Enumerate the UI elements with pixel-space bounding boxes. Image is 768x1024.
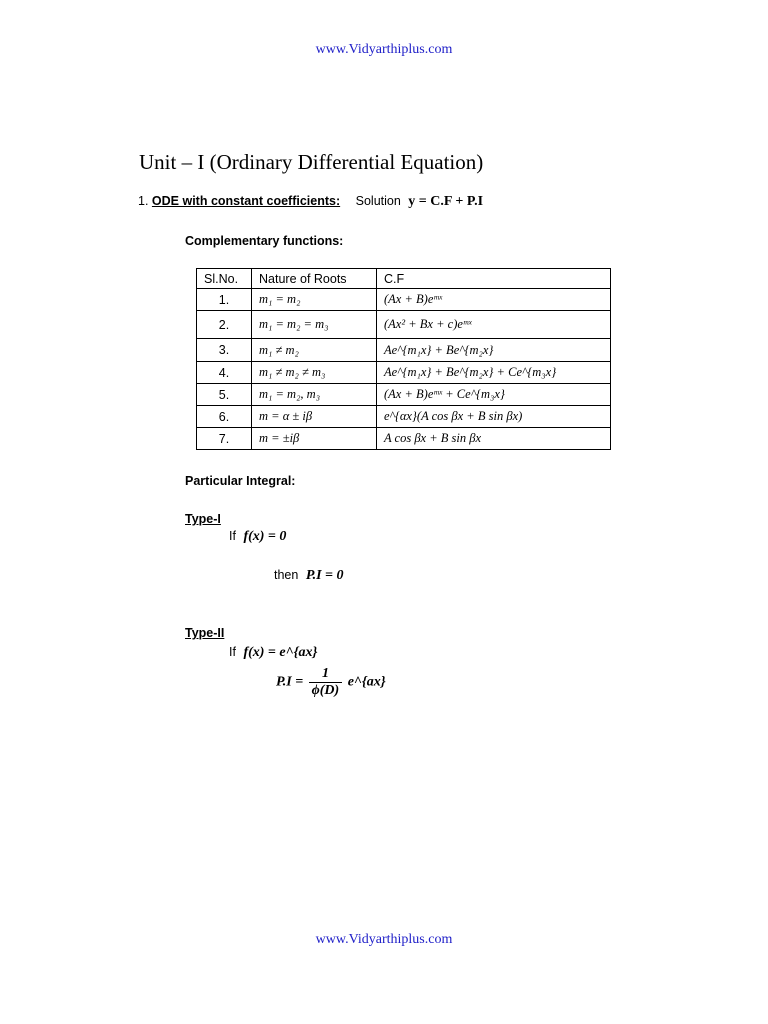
type-2-result-line bbox=[276, 666, 386, 699]
solution-word: Solution bbox=[355, 194, 401, 208]
header-roots: Nature of Roots bbox=[252, 269, 377, 289]
complementary-heading: Complementary functions: bbox=[185, 234, 344, 248]
row-number: 7. bbox=[197, 428, 252, 450]
row-roots: m = ±iβ bbox=[252, 428, 377, 450]
table-row bbox=[197, 311, 611, 339]
type-2-denominator: ϕ(D) bbox=[311, 683, 340, 698]
section-label: ODE with constant coefficients: bbox=[151, 194, 341, 208]
row-cf: (Ax + B)eᵐˣ + Ce^{m₃x} bbox=[377, 384, 611, 406]
table-row bbox=[197, 406, 611, 428]
row-roots: m₁ ≠ m₂ ≠ m₃ bbox=[252, 362, 377, 384]
row-cf: e^{αx}(A cos βx + B sin βx) bbox=[377, 406, 611, 428]
type-1-label: Type-I bbox=[185, 512, 221, 526]
row-number: 2. bbox=[197, 311, 252, 339]
type-2-fraction bbox=[309, 666, 343, 699]
row-roots: m₁ = m₂ bbox=[252, 289, 377, 311]
page-title: Unit – I (Ordinary Differential Equation) bbox=[139, 150, 484, 174]
table-row bbox=[197, 428, 611, 450]
row-cf: Ae^{m₁x} + Be^{m₂x} bbox=[377, 339, 611, 362]
cf-table bbox=[196, 268, 611, 450]
footer-link[interactable]: www.Vidyarthiplus.com bbox=[315, 932, 453, 947]
type-2-if: If bbox=[229, 645, 236, 659]
type-2-numerator: 1 bbox=[309, 666, 343, 683]
row-roots: m₁ = m₂ = m₃ bbox=[252, 311, 377, 339]
type-2-result-lhs: P.I = bbox=[276, 674, 304, 690]
type-1-if: If bbox=[229, 529, 236, 543]
row-cf: (Ax² + Bx + c)eᵐˣ bbox=[377, 311, 611, 339]
particular-heading: Particular Integral: bbox=[185, 474, 296, 488]
table-row bbox=[197, 289, 611, 311]
table-row bbox=[197, 362, 611, 384]
header-link[interactable]: www.Vidyarthiplus.com bbox=[315, 42, 453, 57]
row-number: 3. bbox=[197, 339, 252, 362]
row-number: 4. bbox=[197, 362, 252, 384]
type-1-condition-line bbox=[229, 529, 286, 545]
type-2-label: Type-II bbox=[185, 626, 225, 640]
type-1-result: P.I = 0 bbox=[305, 568, 344, 583]
table-row bbox=[197, 339, 611, 362]
solution-formula: y = C.F + P.I bbox=[408, 194, 484, 209]
type-2-condition-line bbox=[229, 645, 317, 661]
row-cf: Ae^{m₁x} + Be^{m₂x} + Ce^{m₃x} bbox=[377, 362, 611, 384]
header-slno: Sl.No. bbox=[197, 269, 252, 289]
type-1-result-line bbox=[274, 568, 344, 584]
table-header-row bbox=[197, 269, 611, 289]
row-roots: m = α ± iβ bbox=[252, 406, 377, 428]
section-1-line bbox=[138, 194, 483, 210]
type-2-result-tail: e^{ax} bbox=[347, 674, 386, 690]
row-cf: A cos βx + B sin βx bbox=[377, 428, 611, 450]
section-number: 1. bbox=[138, 194, 149, 208]
type-2-condition: f(x) = e^{ax} bbox=[243, 645, 318, 660]
row-number: 5. bbox=[197, 384, 252, 406]
row-roots: m₁ = m₂, m₃ bbox=[252, 384, 377, 406]
type-1-condition: f(x) = 0 bbox=[243, 529, 287, 544]
row-number: 1. bbox=[197, 289, 252, 311]
row-cf: (Ax + B)eᵐˣ bbox=[377, 289, 611, 311]
type-1-then: then bbox=[274, 568, 299, 582]
header-cf: C.F bbox=[377, 269, 611, 289]
row-number: 6. bbox=[197, 406, 252, 428]
table-row bbox=[197, 384, 611, 406]
row-roots: m₁ ≠ m₂ bbox=[252, 339, 377, 362]
